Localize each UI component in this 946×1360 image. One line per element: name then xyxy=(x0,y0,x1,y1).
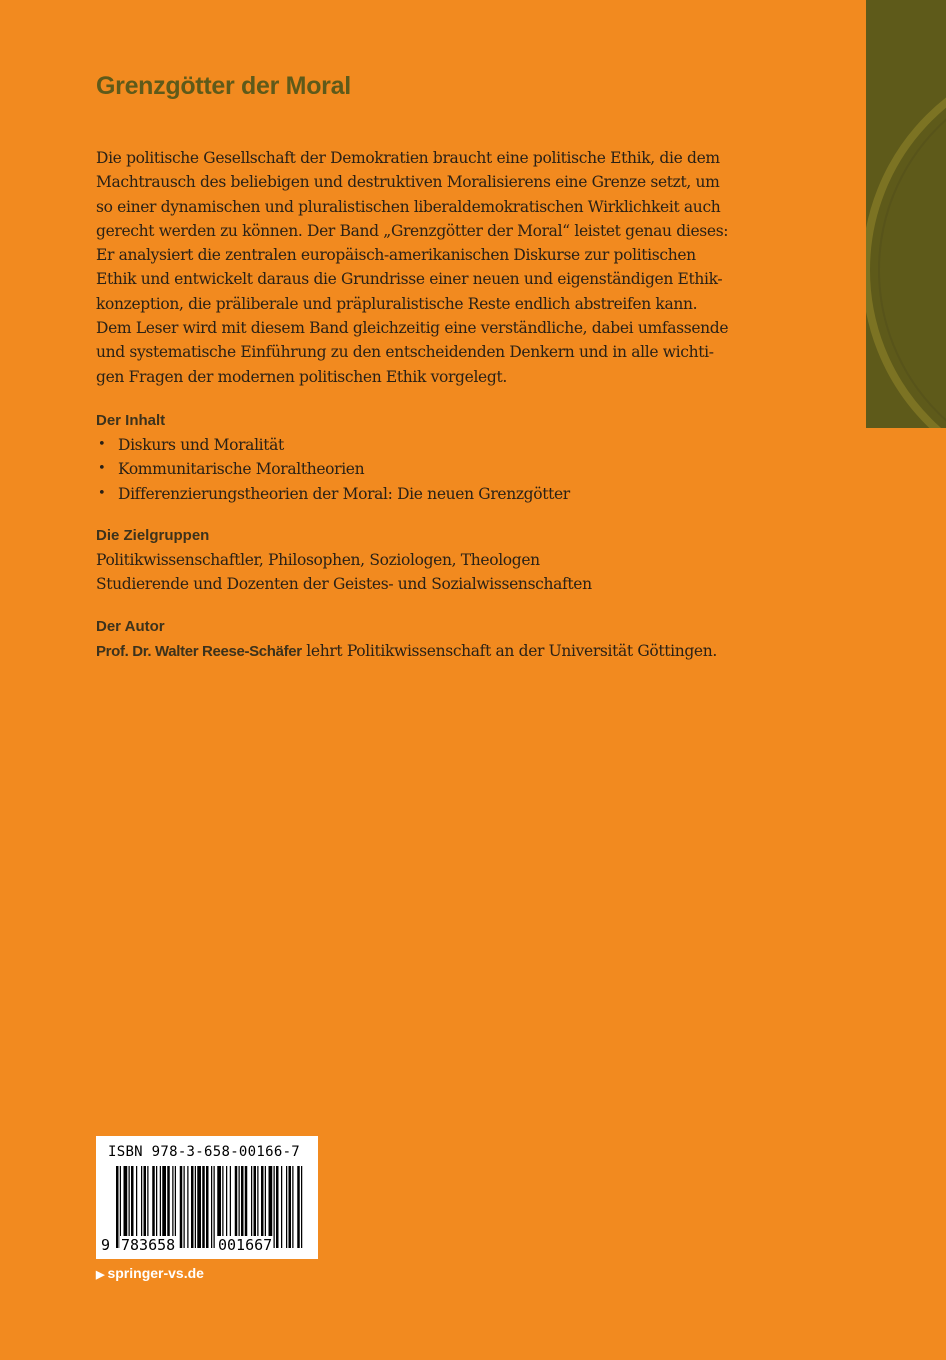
audience-section xyxy=(96,524,796,597)
description-line: Er analysiert die zentralen europäisch-amerikanischen Diskurse zur politischen xyxy=(96,246,696,265)
barcode-bar xyxy=(187,1166,188,1248)
barcode-bar xyxy=(197,1166,201,1248)
publisher-link[interactable] xyxy=(96,1265,204,1281)
arrow-right-icon: ▶ xyxy=(96,1269,105,1281)
author-line xyxy=(96,639,796,664)
barcode-bar xyxy=(184,1166,185,1248)
barcode-bar xyxy=(191,1166,194,1248)
author-heading: Der Autor xyxy=(96,618,165,635)
barcode-bar xyxy=(289,1166,292,1248)
bullet-icon: • xyxy=(98,437,106,452)
barcode-bar xyxy=(286,1166,287,1248)
bullet-icon: • xyxy=(98,461,106,477)
barcode-bar xyxy=(214,1166,215,1248)
audience-line: Politikwissenschaftler, Philosophen, Soziologen, Theologen xyxy=(96,551,540,569)
barcode-bar xyxy=(292,1166,293,1248)
barcode-bar xyxy=(281,1166,282,1248)
contents-section xyxy=(96,409,796,506)
barcode-bar xyxy=(195,1166,196,1248)
list-item: • Kommunitarische Moraltheorien xyxy=(96,457,796,481)
author-text: lehrt Politikwissenschaft an der Universität Göttingen. xyxy=(301,642,717,660)
barcode-bar xyxy=(116,1166,119,1248)
description-line: gen Fragen der modernen politischen Ethik vorgelegt. xyxy=(96,367,507,386)
list-item: • Diskurs und Moralität xyxy=(96,433,796,457)
contents-heading: Der Inhalt xyxy=(96,412,166,429)
decorative-side-band xyxy=(866,0,946,428)
audience-line: Studierende und Dozenten der Geistes- und Sozialwissenschaften xyxy=(96,575,592,594)
description-line: Machtrausch des beliebigen und destruktiven Moralisierens eine Grenze setzt, um xyxy=(96,173,720,192)
barcode xyxy=(96,1136,318,1259)
barcode-bar xyxy=(274,1166,275,1248)
audience-heading: Die Zielgruppen xyxy=(96,527,210,544)
description-line: und systematische Einführung zu den entscheidenden Denkern und in alle wichti- xyxy=(96,343,714,362)
author-section xyxy=(96,615,796,664)
author-name: Prof. Dr. Walter Reese-Schäfer xyxy=(96,643,302,660)
decorative-arc-graphic xyxy=(866,0,946,428)
bullet-icon: • xyxy=(98,485,106,501)
barcode-bar xyxy=(297,1166,300,1248)
barcode-digits-group2: 001667 xyxy=(218,1236,273,1254)
description-line: gerecht werden zu können. Der Band „Grenzgötter der Moral“ leistet genau dieses: xyxy=(96,221,729,240)
barcode-bar xyxy=(202,1166,205,1248)
book-description xyxy=(96,146,764,389)
publisher-url: springer-vs.de xyxy=(107,1265,204,1281)
barcode-bar xyxy=(206,1166,209,1248)
barcode-bar xyxy=(180,1166,183,1248)
contents-list xyxy=(96,433,796,506)
barcode-bar xyxy=(276,1166,279,1248)
barcode-bar xyxy=(301,1166,302,1248)
isbn-label: ISBN 978-3-658-00166-7 xyxy=(108,1144,301,1160)
description-line: Ethik und entwickelt daraus die Grundrisse einer neuen und eigenständigen Ethik- xyxy=(96,270,723,289)
description-line: Die politische Gesellschaft der Demokratien braucht eine politische Ethik, die dem xyxy=(96,149,720,167)
list-item: • Differenzierungstheorien der Moral: Die neuen Grenzgötter xyxy=(96,482,796,506)
description-line: konzeption, die präliberale und präpluralistische Reste endlich abstreifen kann. xyxy=(96,294,698,313)
description-line: Dem Leser wird mit diesem Band gleichzeitig eine verständliche, dabei umfassende xyxy=(96,319,729,338)
barcode-digit-first: 9 xyxy=(101,1236,111,1254)
description-line: so einer dynamischen und pluralistischen liberaldemokratischen Wirklichkeit auch xyxy=(96,197,721,216)
barcode-digits-group1: 783658 xyxy=(121,1236,176,1254)
book-title: Grenzgötter der Moral xyxy=(96,72,351,100)
barcode-bar xyxy=(211,1166,212,1248)
